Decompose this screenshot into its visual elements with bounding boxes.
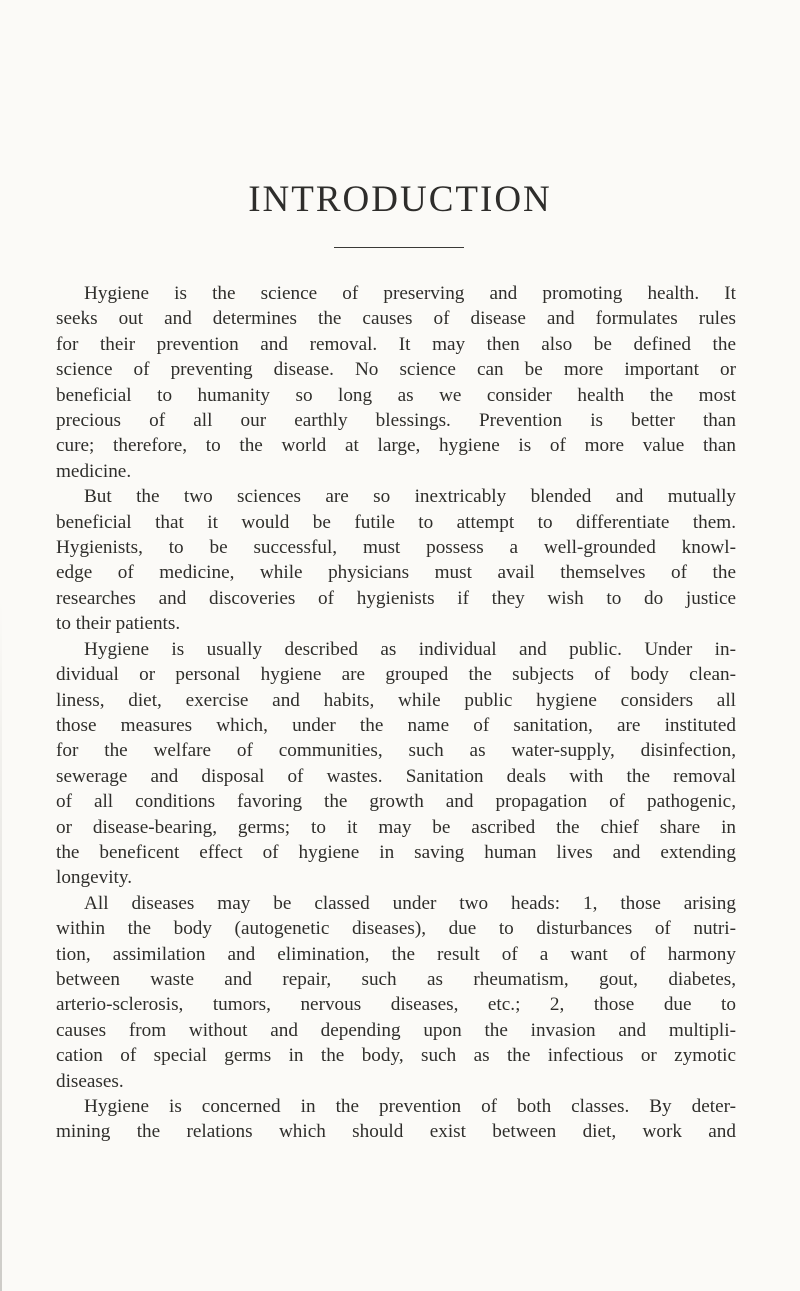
text-line: between waste and repair, such as rheumatism, gout, diabetes, [56, 968, 736, 990]
text-line: cation of special germs in the body, such as the infectious or zymotic [56, 1045, 736, 1067]
text-line: Hygiene is concerned in the prevention of both classes. By deter- [84, 1096, 736, 1117]
text-line: longevity. [56, 867, 133, 889]
text-line: for the welfare of communities, such as water-supply, disinfection, [56, 740, 736, 762]
text-line: But the two sciences are so inextricably blended and mutually [84, 486, 736, 508]
text-line: medicine. [56, 460, 132, 482]
text-line: within the body (autogenetic diseases), due to disturbances of nutri- [56, 918, 736, 940]
chapter-heading: INTRODUCTION [248, 179, 552, 220]
heading-rule [334, 247, 464, 248]
text-line: tion, assimilation and elimination, the result of a want of harmony [56, 943, 736, 965]
text-line: those measures which, under the name of sanitation, are instituted [56, 714, 736, 736]
text-line: to their patients. [56, 613, 181, 635]
text-line: Hygiene is the science of preserving and promoting health. It [84, 283, 736, 304]
text-line: researches and discoveries of hygienists if they wish to do justice [56, 587, 736, 609]
text-line: Hygienists, to be successful, must possess a well-grounded knowl- [56, 537, 736, 559]
text-line: beneficial that it would be futile to attempt to differentiate them. [56, 511, 736, 533]
text-line: Hygiene is usually described as individual and public. Under in- [84, 638, 736, 660]
text-line: science of preventing disease. No science can be more important or [56, 359, 736, 381]
text-line: precious of all our earthly blessings. Prevention is better than [56, 410, 736, 432]
text-line: for their prevention and removal. It may then also be defined the [56, 333, 736, 355]
text-line: or disease-bearing, germs; to it may be ascribed the chief share in [56, 816, 736, 838]
text-line: seeks out and determines the causes of disease and formulates rules [56, 308, 736, 330]
text-line: edge of medicine, while physicians must avail themselves of the [56, 562, 736, 584]
text-line: dividual or personal hygiene are grouped the subjects of body clean- [56, 664, 736, 686]
text-line: causes from without and depending upon the invasion and multipli- [56, 1019, 736, 1041]
text-line: sewerage and disposal of wastes. Sanitation deals with the removal [56, 765, 736, 787]
text-line: diseases. [56, 1070, 124, 1092]
text-line: liness, diet, exercise and habits, while public hygiene considers all [56, 689, 736, 711]
text-line: arterio-sclerosis, tumors, nervous diseases, etc.; 2, those due to [56, 994, 736, 1016]
text-line: the beneficent effect of hygiene in saving human lives and extending [56, 841, 736, 863]
text-line: All diseases may be classed under two heads: 1, those arising [84, 892, 736, 914]
text-line: cure; therefore, to the world at large, hygiene is of more value than [56, 435, 736, 457]
text-line: beneficial to humanity so long as we consider health the most [56, 384, 736, 406]
text-line: of all conditions favoring the growth and propagation of pathogenic, [56, 791, 736, 813]
text-line: mining the relations which should exist between diet, work and [56, 1121, 736, 1143]
page-edge-shadow [0, 600, 2, 1291]
body-text [56, 281, 736, 1145]
